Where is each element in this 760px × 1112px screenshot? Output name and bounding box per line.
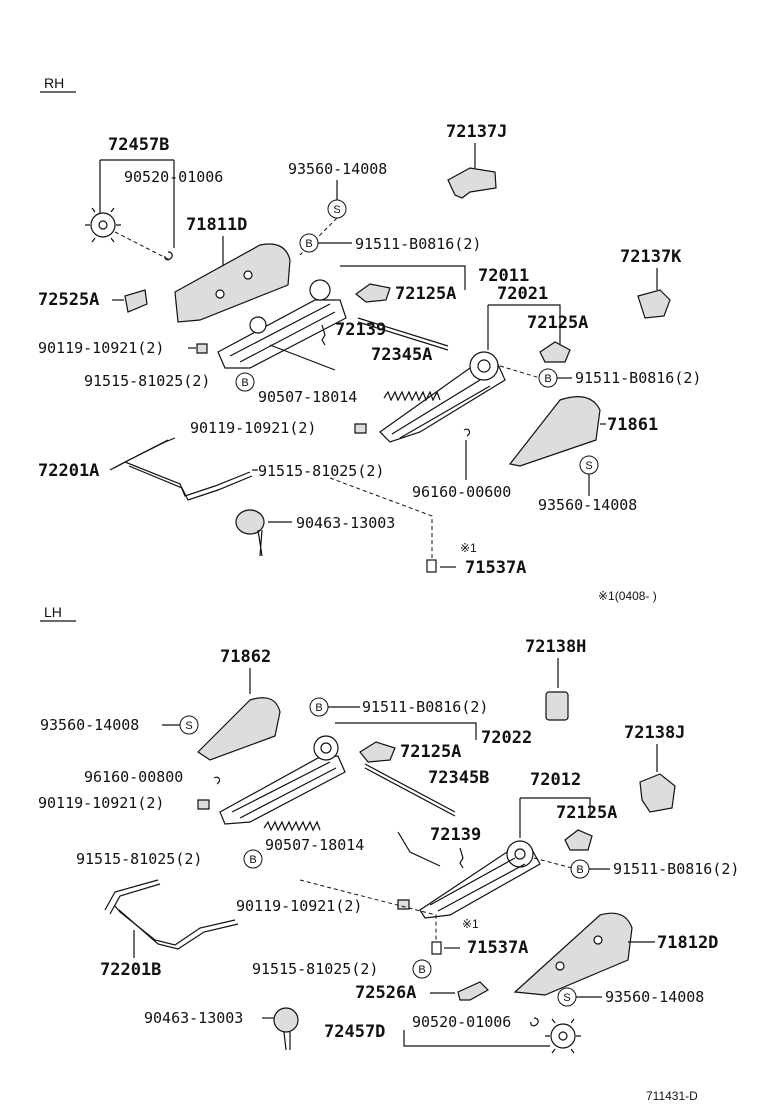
part-72525A <box>125 290 147 312</box>
part-72125A-lh-b <box>565 830 592 850</box>
label-91515-81025-rh-b: 91515-81025(2) <box>258 462 385 480</box>
label-91515-81025-lh-a: 91515-81025(2) <box>76 850 203 868</box>
svg-text:B: B <box>249 854 257 866</box>
label-71537A-lh: 71537A <box>467 938 529 958</box>
label-72137J: 72137J <box>446 122 508 142</box>
label-90463-13003-rh: 90463-13003 <box>296 514 396 532</box>
label-72201B: 72201B <box>100 960 162 980</box>
label-72525A: 72525A <box>38 290 100 310</box>
label-90119-10921-rh-a: 90119-10921(2) <box>38 339 165 357</box>
label-72137K: 72137K <box>620 247 682 267</box>
cap-90463-13003-lh <box>274 1008 298 1050</box>
svg-text:B: B <box>315 702 323 714</box>
label-90507-18014-lh: 90507-18014 <box>265 836 365 854</box>
part-72137K <box>638 290 670 318</box>
spring-90507-lh <box>264 822 320 830</box>
label-72012: 72012 <box>530 770 582 790</box>
label-72011: 72011 <box>478 266 530 286</box>
svg-text:B: B <box>544 373 552 385</box>
seat-track-72021 <box>380 352 505 442</box>
label-93560-14008-lh-left: 93560-14008 <box>40 716 140 734</box>
clip-90520-lh <box>531 1018 538 1026</box>
label-91515-81025-lh-b: 91515-81025(2) <box>252 960 379 978</box>
label-91511-B0816-rh-right: 91511-B0816(2) <box>575 369 702 387</box>
label-72125A-lh-a: 72125A <box>400 742 462 762</box>
panel-71811D <box>175 244 290 322</box>
panel-71812D <box>515 913 632 995</box>
label-71861: 71861 <box>607 415 659 435</box>
label-93560-14008-rh-top: 93560-14008 <box>288 160 388 178</box>
cover-71861 <box>510 397 600 466</box>
bolt-90119-lh-a <box>198 800 209 809</box>
star-marker-rh: ※1 <box>460 541 477 555</box>
label-72201A: 72201A <box>38 461 100 481</box>
svg-text:S: S <box>333 204 341 216</box>
cover-71862 <box>198 698 280 760</box>
label-71862: 71862 <box>220 647 272 667</box>
label-90507-18014-rh: 90507-18014 <box>258 388 358 406</box>
label-72022: 72022 <box>481 728 533 748</box>
label-72138J: 72138J <box>624 723 686 743</box>
label-72345A: 72345A <box>371 345 433 365</box>
part-72138H <box>546 692 568 720</box>
label-72457B: 72457B <box>108 135 170 155</box>
knob-72457D <box>545 1019 581 1053</box>
label-72526A: 72526A <box>355 983 417 1003</box>
label-72125A-rh-b: 72125A <box>527 313 589 333</box>
part-72125A-rh-a <box>356 284 390 302</box>
label-71811D: 71811D <box>186 215 248 235</box>
clip-96160-00600 <box>464 429 470 436</box>
label-96160-00800: 96160-00800 <box>84 768 184 786</box>
label-90119-10921-lh-a: 90119-10921(2) <box>38 794 165 812</box>
label-91511-B0816-lh-right: 91511-B0816(2) <box>613 860 740 878</box>
part-71537A-lh <box>432 942 441 954</box>
svg-text:B: B <box>305 238 313 250</box>
label-91515-81025-rh-a: 91515-81025(2) <box>84 372 211 390</box>
svg-text:B: B <box>418 964 426 976</box>
label-72125A-lh-b: 72125A <box>556 803 618 823</box>
label-93560-14008-lh-right: 93560-14008 <box>605 988 705 1006</box>
part-71537A-rh <box>427 560 436 572</box>
label-72125A-rh-a: 72125A <box>395 284 457 304</box>
label-93560-14008-rh-right: 93560-14008 <box>538 496 638 514</box>
label-90520-01006-lh: 90520-01006 <box>412 1013 512 1031</box>
part-72137J <box>448 168 496 198</box>
bolt-90119-lh-b <box>398 900 409 909</box>
label-90463-13003-lh: 90463-13003 <box>144 1009 244 1027</box>
label-72345B: 72345B <box>428 768 490 788</box>
label-91511-B0816-rh-top: 91511-B0816(2) <box>355 235 482 253</box>
label-72139-rh: 72139 <box>335 320 387 340</box>
svg-text:S: S <box>185 720 193 732</box>
wire-rh <box>270 345 335 370</box>
seat-track-72012 <box>420 841 540 918</box>
label-90119-10921-rh-b: 90119-10921(2) <box>190 419 317 437</box>
footnote: ※1(0408- ) <box>598 589 657 603</box>
label-72138H: 72138H <box>525 637 587 657</box>
lh-section-label: LH <box>44 604 62 620</box>
rh-section-label: RH <box>44 75 65 91</box>
bolt-90119-rh-a <box>197 344 207 353</box>
label-91511-B0816-lh-top: 91511-B0816(2) <box>362 698 489 716</box>
part-72138J <box>640 774 675 812</box>
svg-text:B: B <box>241 377 249 389</box>
label-72139-lh: 72139 <box>430 825 482 845</box>
label-90119-10921-lh-b: 90119-10921(2) <box>236 897 363 915</box>
cap-90463-13003-rh <box>236 510 264 556</box>
clip-90520 <box>165 252 172 260</box>
part-72526A <box>458 982 488 1000</box>
label-72021: 72021 <box>497 284 549 304</box>
bar-72201B <box>105 880 235 945</box>
svg-text:B: B <box>576 864 584 876</box>
svg-text:S: S <box>563 992 571 1004</box>
knob-72457B <box>85 208 121 242</box>
svg-text:S: S <box>585 460 593 472</box>
part-72125A-lh-a <box>360 742 395 762</box>
label-72457D: 72457D <box>324 1022 386 1042</box>
label-71537A-rh: 71537A <box>465 558 527 578</box>
bolt-90119-rh-b <box>355 424 366 433</box>
label-96160-00600: 96160-00600 <box>412 483 512 501</box>
part-72125A-rh-b <box>540 342 570 362</box>
label-71812D: 71812D <box>657 933 719 953</box>
diagram-id: 711431-D <box>646 1089 698 1103</box>
label-90520-01006-rh: 90520-01006 <box>124 168 224 186</box>
star-marker-lh: ※1 <box>462 917 479 931</box>
